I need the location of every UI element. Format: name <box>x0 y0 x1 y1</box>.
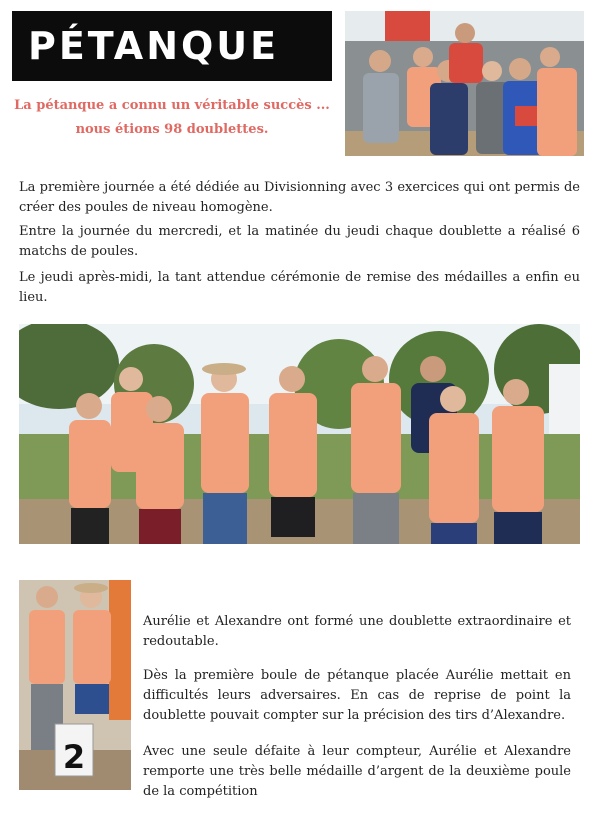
intro-paragraph-2: Entre la journée du mercredi, et la matinée du jeudi chaque doublette a réalisé 6 matchs de poules. <box>19 224 580 259</box>
subtitle <box>12 94 332 142</box>
duo-podium-photo <box>19 580 131 790</box>
title-banner <box>12 11 332 81</box>
story-paragraph-3: Avec une seule défaite à leur compteur, Aurélie et Alexandre remporte une très belle médaille d’argent de la deuxième poule de la compétition <box>143 744 571 799</box>
story-paragraph-1: Aurélie et Alexandre ont formé une doublette extraordinaire et redoutable. <box>143 614 571 649</box>
group-photo-top <box>345 11 584 156</box>
intro-paragraph-3: Le jeudi après-midi, la tant attendue cérémonie de remise des médailles a enfin eu lieu. <box>19 270 580 305</box>
team-photo <box>19 324 580 544</box>
subtitle-line-1: La pétanque a connu un véritable succès ... <box>14 98 330 113</box>
intro-paragraph-1: La première journée a été dédiée au Divisionning avec 3 exercices qui ont permis de créer des poules de niveau homogène. <box>19 180 580 215</box>
page-title: PÉTANQUE <box>28 24 280 68</box>
podium-number: 2 <box>62 738 86 776</box>
story-paragraph-2: Dès la première boule de pétanque placée Aurélie mettait en difficultés leurs adversaires. En cas de reprise de point la doublette pouvait compter sur la précision des tirs d’Alexandre. <box>143 668 571 723</box>
subtitle-line-2: nous étions 98 doublettes. <box>75 122 269 137</box>
